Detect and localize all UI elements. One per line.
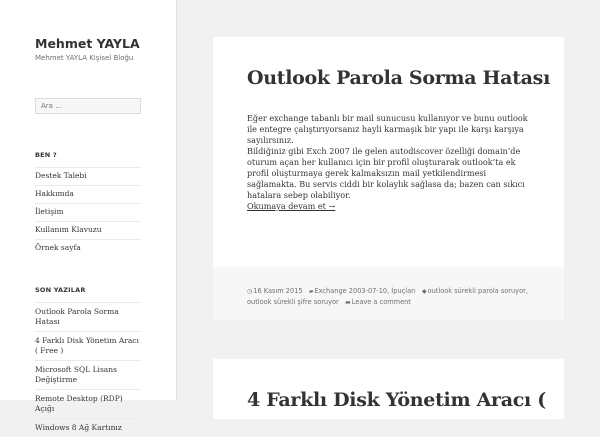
recent-post-item[interactable]: Outlook Parola Sorma Hatası — [35, 302, 141, 331]
ben-list — [35, 167, 141, 257]
post-categories-text: Exchange 2003-07-10, İpuçları — [314, 287, 416, 295]
post-paragraph: Eğer exchange tabanlı bir mail sunucusu kullanıyor ve bunu outlook ile entegre çalıştırıyorsanız hayli karmaşık bir yapı ile karşı karşıya sayılırsınız. — [247, 113, 528, 145]
recent-post-item[interactable]: Microsoft SQL Lisans Değiştirme — [35, 360, 141, 389]
comment-icon: ▬ — [345, 299, 351, 306]
post-comment-text: Leave a comment — [351, 298, 411, 306]
recent-post-item[interactable]: 4 Farklı Disk Yönetim Aracı ( Free ) — [35, 331, 141, 360]
search-input[interactable] — [35, 98, 141, 114]
search-placeholder: Ara … — [41, 102, 63, 110]
post-card — [213, 37, 564, 320]
sidebar-item-kullanim-klavuzu[interactable]: Kullanım Klavuzu — [35, 221, 141, 239]
post-meta — [247, 286, 537, 308]
post-title[interactable]: 4 Farklı Disk Yönetim Aracı ( — [247, 389, 546, 411]
post-date-text: 16 Kasım 2015 — [253, 287, 303, 295]
folder-icon: ▰ — [308, 288, 314, 295]
post-comment[interactable] — [345, 298, 411, 306]
post-tags[interactable]: outlook sürekli parola soruyor, outlook sürekli şifre soruyor — [247, 287, 528, 306]
sidebar-item-iletisim[interactable]: İletişim — [35, 203, 141, 221]
post-content — [247, 113, 532, 212]
post-title[interactable]: Outlook Parola Sorma Hatası — [247, 67, 550, 89]
recent-post-item[interactable]: Windows 8 Ağ Kartınız — [35, 418, 141, 437]
site-title[interactable]: Mehmet YAYLA — [35, 36, 140, 51]
recent-post-item[interactable]: Remote Desktop (RDP) Açığı — [35, 389, 141, 418]
sidebar-item-ornek-sayfa[interactable]: Örnek sayfa — [35, 239, 141, 257]
post-categories[interactable] — [309, 287, 416, 295]
post-date[interactable] — [247, 287, 303, 295]
post-card — [213, 359, 564, 419]
clock-icon: ◷ — [247, 288, 253, 295]
sidebar — [0, 0, 177, 432]
widget-title-son-yazilar: SON YAZILAR — [35, 286, 86, 294]
widget-title-ben: BEN ? — [35, 151, 57, 159]
sidebar-item-destek-talebi[interactable]: Destek Talebi — [35, 167, 141, 185]
recent-posts-list — [35, 302, 141, 437]
read-more-link[interactable]: Okumaya devam et → — [247, 201, 336, 211]
post-paragraph: Bildiğiniz gibi Exch 2007 ile gelen autodiscover özelliği domain’de oturum açan her kullanıcı için bir profil oluşturarak outlook’ta ek profil oluşturmaya gerek kalmaksızın mail yetkilendirmesi sağlamakta. Bu servis ciddi bir kolaylık sağlasa da; bazen can sıkıcı hatalara sebep olabiliyor. — [247, 146, 525, 200]
tag-icon: ◆ — [421, 288, 427, 295]
sidebar-item-hakkimda[interactable]: Hakkımda — [35, 185, 141, 203]
site-description: Mehmet YAYLA Kişisel Bloğu — [35, 54, 134, 62]
